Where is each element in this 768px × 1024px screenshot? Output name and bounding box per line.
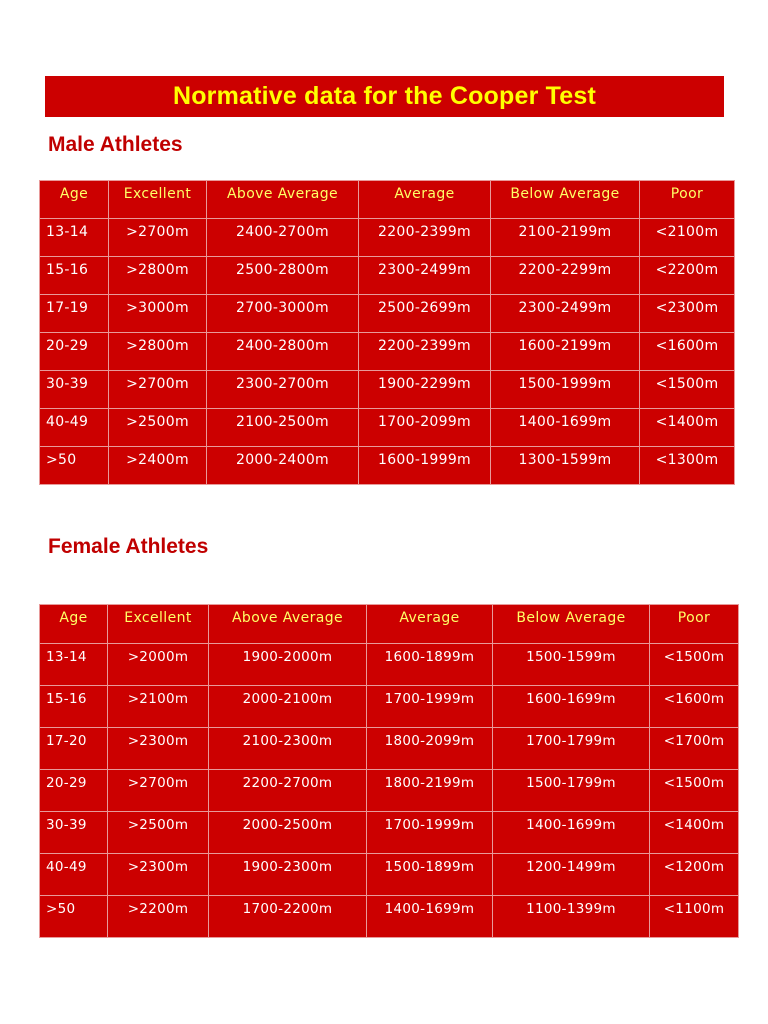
table-cell: 2000-2400m <box>207 447 359 485</box>
table-cell: <1500m <box>640 371 735 409</box>
table-cell: 1700-1999m <box>367 686 493 728</box>
table-cell: 1600-1899m <box>367 644 493 686</box>
table-cell: >2200m <box>108 896 209 938</box>
table-cell: <2300m <box>640 295 735 333</box>
table-cell: 20-29 <box>40 333 109 371</box>
table-cell: 1700-1799m <box>493 728 650 770</box>
table-cell: 2100-2500m <box>207 409 359 447</box>
table-cell: 1500-1899m <box>367 854 493 896</box>
table-cell: <1400m <box>650 812 739 854</box>
column-header: Average <box>359 181 491 219</box>
female-section-heading: Female Athletes <box>48 535 209 558</box>
table-cell: <1600m <box>640 333 735 371</box>
table-cell: <2100m <box>640 219 735 257</box>
table-row <box>40 295 735 333</box>
table-cell: >2800m <box>109 333 207 371</box>
table-row <box>40 728 739 770</box>
table-cell: 1500-1799m <box>493 770 650 812</box>
table-cell: 30-39 <box>40 371 109 409</box>
table-row <box>40 409 735 447</box>
table-cell: 1400-1699m <box>491 409 640 447</box>
table-cell: 1500-1999m <box>491 371 640 409</box>
table-cell: 15-16 <box>40 686 108 728</box>
table-cell: <1500m <box>650 644 739 686</box>
table-cell: 30-39 <box>40 812 108 854</box>
table-cell: 1400-1699m <box>367 896 493 938</box>
female-norms-table <box>39 604 739 938</box>
title-banner <box>45 76 724 117</box>
column-header: Poor <box>640 181 735 219</box>
table-cell: >3000m <box>109 295 207 333</box>
table-cell: 15-16 <box>40 257 109 295</box>
table-cell: >50 <box>40 896 108 938</box>
page-title: Normative data for the Cooper Test <box>172 82 597 110</box>
table-cell: 2200-2700m <box>209 770 367 812</box>
male-norms-table <box>39 180 735 485</box>
table-cell: 13-14 <box>40 219 109 257</box>
table-cell: 2300-2700m <box>207 371 359 409</box>
table-cell: <1600m <box>650 686 739 728</box>
table-row <box>40 812 739 854</box>
male-section-heading: Male Athletes <box>48 133 183 156</box>
table-cell: 40-49 <box>40 854 108 896</box>
table-cell: 2000-2500m <box>209 812 367 854</box>
column-header: Poor <box>650 605 739 644</box>
table-row <box>40 686 739 728</box>
table-cell: 2500-2699m <box>359 295 491 333</box>
column-header: Below Average <box>491 181 640 219</box>
table-cell: 1300-1599m <box>491 447 640 485</box>
table-cell: 2100-2300m <box>209 728 367 770</box>
table-row <box>40 896 739 938</box>
table-cell: 2400-2800m <box>207 333 359 371</box>
table-cell: 2300-2499m <box>359 257 491 295</box>
table-cell: 2500-2800m <box>207 257 359 295</box>
table-cell: 1900-2299m <box>359 371 491 409</box>
table-cell: >2700m <box>109 371 207 409</box>
table-row <box>40 770 739 812</box>
table-cell: 1700-2099m <box>359 409 491 447</box>
table-cell: 1100-1399m <box>493 896 650 938</box>
table-cell: >2500m <box>108 812 209 854</box>
table-header-row <box>40 181 735 219</box>
table-cell: 2200-2399m <box>359 219 491 257</box>
table-cell: 1600-1999m <box>359 447 491 485</box>
table-cell: 1800-2199m <box>367 770 493 812</box>
table-cell: >2300m <box>108 854 209 896</box>
table-row <box>40 447 735 485</box>
table-cell: 2300-2499m <box>491 295 640 333</box>
table-cell: <1200m <box>650 854 739 896</box>
table-row <box>40 854 739 896</box>
table-cell: >2500m <box>109 409 207 447</box>
table-cell: 1600-2199m <box>491 333 640 371</box>
table-cell: 1700-1999m <box>367 812 493 854</box>
table-cell: 2200-2299m <box>491 257 640 295</box>
table-cell: <1300m <box>640 447 735 485</box>
table-cell: 1400-1699m <box>493 812 650 854</box>
table-cell: 1200-1499m <box>493 854 650 896</box>
table-cell: <1700m <box>650 728 739 770</box>
table-cell: >2400m <box>109 447 207 485</box>
table-cell: 2400-2700m <box>207 219 359 257</box>
table-cell: 40-49 <box>40 409 109 447</box>
table-cell: >2700m <box>108 770 209 812</box>
table-cell: 17-19 <box>40 295 109 333</box>
table-cell: 1800-2099m <box>367 728 493 770</box>
column-header: Excellent <box>109 181 207 219</box>
table-cell: <1100m <box>650 896 739 938</box>
table-cell: 2000-2100m <box>209 686 367 728</box>
table-cell: 1600-1699m <box>493 686 650 728</box>
table-cell: >2800m <box>109 257 207 295</box>
table-row <box>40 257 735 295</box>
column-header: Age <box>40 181 109 219</box>
table-cell: 13-14 <box>40 644 108 686</box>
table-cell: 2700-3000m <box>207 295 359 333</box>
table-row <box>40 644 739 686</box>
table-cell: <1500m <box>650 770 739 812</box>
table-cell: >2700m <box>109 219 207 257</box>
column-header: Above Average <box>207 181 359 219</box>
table-cell: 1700-2200m <box>209 896 367 938</box>
column-header: Below Average <box>493 605 650 644</box>
table-cell: 1500-1599m <box>493 644 650 686</box>
column-header: Age <box>40 605 108 644</box>
table-row <box>40 333 735 371</box>
column-header: Above Average <box>209 605 367 644</box>
table-cell: >2000m <box>108 644 209 686</box>
table-cell: >2300m <box>108 728 209 770</box>
column-header: Excellent <box>108 605 209 644</box>
table-cell: >50 <box>40 447 109 485</box>
table-row <box>40 219 735 257</box>
table-header-row <box>40 605 739 644</box>
column-header: Average <box>367 605 493 644</box>
table-cell: >2100m <box>108 686 209 728</box>
table-cell: <2200m <box>640 257 735 295</box>
table-cell: 2200-2399m <box>359 333 491 371</box>
table-cell: 17-20 <box>40 728 108 770</box>
table-row <box>40 371 735 409</box>
table-cell: 1900-2300m <box>209 854 367 896</box>
table-cell: 2100-2199m <box>491 219 640 257</box>
table-cell: 1900-2000m <box>209 644 367 686</box>
table-cell: 20-29 <box>40 770 108 812</box>
table-cell: <1400m <box>640 409 735 447</box>
